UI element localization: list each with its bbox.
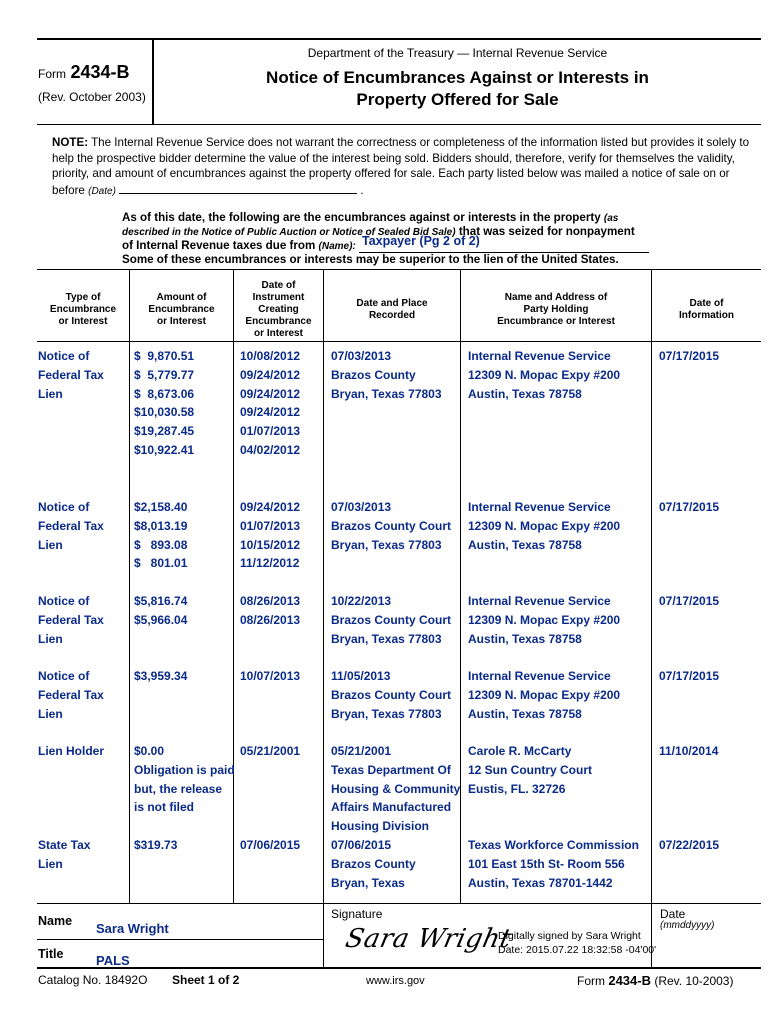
holder-cell[interactable]: Internal Revenue Service bbox=[468, 669, 611, 683]
recorded-cell[interactable]: Brazos County Court bbox=[331, 518, 451, 533]
note-before: before bbox=[52, 183, 85, 197]
amount-cell[interactable]: $ 8,673.06 bbox=[134, 386, 195, 401]
type-cell[interactable]: Notice of bbox=[38, 669, 90, 683]
note-line-3: priority, and amount of encumbrances against the property offered for sale. Each party listed below was mailed a notice of sale on or bbox=[52, 167, 730, 180]
statement-text-2: that was seized for nonpayment bbox=[458, 225, 635, 238]
header-amount-l2: Encumbrance bbox=[148, 304, 215, 315]
type-cell[interactable]: Federal Tax bbox=[38, 518, 104, 533]
header-date-info-l2: Information bbox=[679, 310, 734, 321]
holder-cell[interactable]: Internal Revenue Service bbox=[468, 349, 611, 363]
note-text-1: The Internal Revenue Service does not warrant the correctness or completeness of the information listed but provides it solely to bbox=[91, 136, 750, 149]
header-name-address-l1: Name and Address of bbox=[504, 292, 608, 303]
date-instrument-cell[interactable]: 05/21/2001 bbox=[240, 744, 301, 758]
type-cell[interactable]: Federal Tax bbox=[38, 367, 104, 382]
amount-cell[interactable]: $10,030.58 bbox=[134, 405, 195, 420]
date-info-cell[interactable]: 07/17/2015 bbox=[659, 594, 720, 608]
statement-name-label: (Name): bbox=[318, 241, 356, 252]
recorded-cell[interactable]: Bryan, Texas 77803 bbox=[331, 706, 442, 721]
date-instrument-cell[interactable]: 01/07/2013 bbox=[240, 518, 301, 533]
header-name-address bbox=[461, 292, 651, 328]
col-divider-5 bbox=[651, 270, 652, 903]
type-cell[interactable]: Lien Holder bbox=[38, 744, 105, 758]
form-number-value: 2434-B bbox=[70, 62, 130, 82]
digital-signature-line2: Date: 2015.07.22 18:32:58 -04'00' bbox=[498, 944, 657, 956]
amount-cell[interactable]: $3,959.34 bbox=[134, 669, 188, 683]
type-cell[interactable]: State Tax bbox=[38, 838, 91, 852]
type-cell[interactable]: Notice of bbox=[38, 349, 90, 363]
date-info-cell[interactable]: 11/10/2014 bbox=[659, 744, 719, 758]
header-date-place bbox=[324, 298, 460, 322]
date-instrument-cell[interactable]: 08/26/2013 bbox=[240, 594, 301, 608]
recorded-cell[interactable]: 05/21/2001 bbox=[331, 744, 392, 758]
handwritten-signature: Sara Wright bbox=[342, 924, 515, 954]
holder-cell[interactable]: 12309 N. Mopac Expy #200 bbox=[468, 687, 621, 702]
recorded-cell[interactable]: 10/22/2013 bbox=[331, 594, 392, 608]
name-value[interactable]: Sara Wright bbox=[96, 921, 169, 936]
holder-cell[interactable]: Austin, Texas 78701-1442 bbox=[468, 875, 613, 890]
holder-cell[interactable]: Eustis, FL. 32726 bbox=[468, 781, 566, 796]
header-date-instrument-l4: Encumbrance bbox=[245, 316, 312, 327]
recorded-cell[interactable]: Housing & Community bbox=[331, 781, 461, 796]
date-instrument-cell[interactable]: 09/24/2012 bbox=[240, 386, 301, 401]
header-date-instrument-l2: Instrument bbox=[252, 292, 305, 303]
date-instrument-cell[interactable]: 10/08/2012 bbox=[240, 349, 301, 363]
date-info-cell[interactable]: 07/17/2015 bbox=[659, 500, 720, 514]
amount-cell[interactable]: $ 9,870.51 bbox=[134, 349, 195, 363]
date-instrument-cell[interactable]: 09/24/2012 bbox=[240, 500, 301, 514]
signature-field[interactable] bbox=[330, 920, 657, 966]
amount-cell[interactable]: $ 5,779.77 bbox=[134, 367, 195, 382]
statement-line-4: Some of these encumbrances or interests may be superior to the lien of the United States. bbox=[122, 253, 619, 266]
form-number bbox=[38, 62, 130, 83]
header-date-place-l1: Date and Place bbox=[356, 298, 428, 309]
statement-described: described in the Notice of Public Auction or Notice of Sealed Bid Sale) bbox=[122, 227, 456, 238]
form-title-line1: Notice of Encumbrances Against or Interests in bbox=[266, 68, 649, 87]
type-cell[interactable]: Federal Tax bbox=[38, 612, 104, 627]
header-amount bbox=[130, 292, 233, 328]
amount-cell[interactable]: $10,922.41 bbox=[134, 443, 195, 457]
col-divider-2 bbox=[233, 270, 234, 903]
recorded-cell[interactable]: Brazos County bbox=[331, 856, 416, 871]
date-instrument-cell[interactable]: 09/24/2012 bbox=[240, 367, 301, 382]
holder-cell[interactable]: Carole R. McCarty bbox=[468, 744, 572, 758]
statement-line-1 bbox=[122, 211, 762, 225]
note-block bbox=[52, 135, 764, 199]
recorded-cell[interactable]: 07/03/2013 bbox=[331, 500, 392, 514]
taxpayer-name-field[interactable] bbox=[359, 234, 649, 253]
header-type bbox=[37, 292, 129, 328]
amount-cell[interactable]: Obligation is paid bbox=[134, 762, 235, 777]
type-cell[interactable]: Lien bbox=[38, 631, 63, 646]
type-cell[interactable]: Lien bbox=[38, 706, 63, 721]
header-date-instrument-l5: or Interest bbox=[254, 328, 303, 339]
recorded-cell[interactable]: Texas Department Of bbox=[331, 762, 451, 777]
table-top-rule bbox=[37, 269, 761, 270]
amount-cell[interactable]: $5,816.74 bbox=[134, 594, 188, 608]
table-header-rule bbox=[37, 341, 761, 342]
header-bottom-rule bbox=[37, 124, 761, 125]
type-cell[interactable]: Notice of bbox=[38, 594, 90, 608]
date-instrument-cell[interactable]: 10/15/2012 bbox=[240, 537, 301, 552]
amount-cell[interactable]: but, the release bbox=[134, 781, 223, 796]
note-label: NOTE: bbox=[52, 136, 89, 149]
recorded-cell[interactable]: Bryan, Texas 77803 bbox=[331, 386, 442, 401]
holder-cell[interactable]: Internal Revenue Service bbox=[468, 594, 611, 608]
col-divider-3 bbox=[323, 270, 324, 903]
note-line-2: help the prospective bidder determine the value of the interest being sold. Bidders should, therefore, verify for themselves the validity, bbox=[52, 151, 735, 165]
header-name-address-l3: Encumbrance or Interest bbox=[497, 316, 615, 327]
date-info-cell[interactable]: 07/22/2015 bbox=[659, 838, 720, 852]
digital-signature-line1: Digitally signed by Sara Wright bbox=[498, 930, 641, 942]
footer-form-number bbox=[577, 973, 733, 988]
footer-form-rev: (Rev. 10-2003) bbox=[654, 974, 734, 988]
col-divider-1 bbox=[129, 270, 130, 903]
note-period: . bbox=[360, 183, 364, 197]
recorded-cell[interactable]: 07/03/2013 bbox=[331, 349, 392, 363]
header-date-info-l1: Date of bbox=[689, 298, 724, 309]
note-line-1 bbox=[52, 135, 764, 151]
holder-cell[interactable]: Austin, Texas 78758 bbox=[468, 706, 582, 721]
type-cell[interactable]: Lien bbox=[38, 386, 63, 401]
recorded-cell[interactable]: 11/05/2013 bbox=[331, 669, 391, 683]
amount-cell[interactable]: $ 893.08 bbox=[134, 537, 188, 552]
statement-text-3: of Internal Revenue taxes due from bbox=[122, 239, 316, 252]
date-info-cell[interactable]: 07/17/2015 bbox=[659, 669, 720, 683]
recorded-cell[interactable]: Affairs Manufactured bbox=[331, 800, 452, 815]
irs-website[interactable]: www.irs.gov bbox=[366, 975, 425, 987]
holder-cell[interactable]: 12309 N. Mopac Expy #200 bbox=[468, 612, 621, 627]
footer-form-prefix: Form bbox=[577, 974, 605, 988]
date-instrument-cell[interactable]: 08/26/2013 bbox=[240, 612, 301, 627]
header-type-l2: Encumbrance bbox=[49, 304, 117, 315]
type-cell[interactable]: Notice of bbox=[38, 500, 90, 514]
name-row-rule bbox=[37, 939, 323, 940]
header-date-instrument bbox=[234, 280, 323, 340]
header-type-l3: or Interest bbox=[58, 316, 108, 327]
holder-cell[interactable]: 12309 N. Mopac Expy #200 bbox=[468, 518, 621, 533]
note-date-label: (Date) bbox=[88, 185, 116, 197]
date-instrument-cell[interactable]: 04/02/2012 bbox=[240, 443, 301, 457]
date-instrument-cell[interactable]: 01/07/2013 bbox=[240, 424, 301, 439]
department-line: Department of the Treasury — Internal Revenue Service bbox=[307, 46, 608, 60]
statement-as: (as bbox=[603, 213, 619, 224]
footer-form-value: 2434-B bbox=[608, 973, 651, 988]
catalog-number: Catalog No. 18492O bbox=[38, 973, 148, 987]
recorded-cell[interactable]: Bryan, Texas 77803 bbox=[331, 537, 442, 552]
title-value[interactable]: PALS bbox=[96, 953, 130, 968]
amount-cell[interactable]: $0.00 bbox=[134, 744, 165, 758]
form-prefix: Form bbox=[38, 67, 66, 81]
note-date-field[interactable] bbox=[119, 182, 357, 194]
holder-cell[interactable]: Texas Workforce Commission bbox=[468, 838, 639, 852]
amount-cell[interactable]: $5,966.04 bbox=[134, 612, 188, 627]
type-cell[interactable]: Federal Tax bbox=[38, 687, 104, 702]
header-amount-l1: Amount of bbox=[156, 292, 207, 303]
recorded-cell[interactable]: Bryan, Texas 77803 bbox=[331, 631, 442, 646]
statement-text-1: As of this date, the following are the encumbrances against or interests in the property bbox=[122, 211, 601, 224]
footer-top-rule bbox=[37, 967, 761, 969]
signature-label: Signature bbox=[331, 907, 383, 921]
date-format-hint: (mmddyyyy) bbox=[660, 920, 715, 931]
recorded-cell[interactable]: 07/06/2015 bbox=[331, 838, 392, 852]
taxpayer-name-value: Taxpayer (Pg 2 of 2) bbox=[361, 234, 480, 248]
amount-cell[interactable]: is not filed bbox=[134, 800, 194, 815]
recorded-cell[interactable]: Bryan, Texas bbox=[331, 875, 405, 890]
header-type-l1: Type of bbox=[65, 292, 101, 303]
type-cell[interactable]: Lien bbox=[38, 537, 63, 552]
recorded-cell[interactable]: Brazos County Court bbox=[331, 687, 451, 702]
amount-cell[interactable]: $319.73 bbox=[134, 838, 178, 852]
holder-cell[interactable]: Internal Revenue Service bbox=[468, 500, 611, 514]
note-line-4 bbox=[52, 182, 764, 200]
form-revision: (Rev. October 2003) bbox=[38, 90, 146, 104]
amount-cell[interactable]: $19,287.45 bbox=[134, 424, 195, 439]
table-bottom-rule bbox=[37, 903, 761, 904]
holder-cell[interactable]: 101 East 15th St- Room 556 bbox=[468, 856, 625, 871]
header-date-instrument-l1: Date of bbox=[261, 280, 296, 291]
sheet-number: Sheet 1 of 2 bbox=[172, 973, 240, 987]
recorded-cell[interactable]: Brazos County Court bbox=[331, 612, 451, 627]
statement-line-3 bbox=[122, 234, 762, 253]
top-rule bbox=[37, 38, 761, 40]
name-label: Name bbox=[38, 914, 73, 928]
header-date-place-l2: Recorded bbox=[368, 310, 416, 321]
holder-cell[interactable]: Austin, Texas 78758 bbox=[468, 631, 582, 646]
date-info-cell[interactable]: 07/17/2015 bbox=[659, 349, 720, 363]
sig-divider-1 bbox=[323, 904, 324, 967]
col-divider-4 bbox=[460, 270, 461, 903]
date-instrument-cell[interactable]: 11/12/2012 bbox=[240, 556, 300, 571]
header-date-info bbox=[652, 298, 761, 322]
date-instrument-cell[interactable]: 09/24/2012 bbox=[240, 405, 301, 420]
amount-cell[interactable]: $ 801.01 bbox=[134, 556, 188, 571]
title-label: Title bbox=[38, 947, 64, 961]
date-label: Date bbox=[660, 907, 686, 921]
holder-cell[interactable]: Austin, Texas 78758 bbox=[468, 537, 582, 552]
holder-cell[interactable]: 12309 N. Mopac Expy #200 bbox=[468, 367, 621, 382]
amount-cell[interactable]: $2,158.40 bbox=[134, 500, 188, 514]
header-amount-l3: or Interest bbox=[157, 316, 206, 327]
form-title-line2: Property Offered for Sale bbox=[356, 90, 559, 109]
header-date-instrument-l3: Creating bbox=[258, 304, 299, 315]
type-cell[interactable]: Lien bbox=[38, 856, 63, 871]
amount-cell[interactable]: $8,013.19 bbox=[134, 518, 188, 533]
statement-block bbox=[122, 211, 762, 266]
header-name-address-l2: Party Holding bbox=[523, 304, 589, 315]
recorded-cell[interactable]: Brazos County bbox=[331, 367, 416, 382]
holder-cell[interactable]: 12 Sun Country Court bbox=[468, 762, 593, 777]
date-instrument-cell[interactable]: 10/07/2013 bbox=[240, 669, 301, 683]
date-field[interactable] bbox=[656, 934, 758, 964]
recorded-cell[interactable]: Housing Division bbox=[331, 819, 430, 834]
holder-cell[interactable]: Austin, Texas 78758 bbox=[468, 386, 582, 401]
date-instrument-cell[interactable]: 07/06/2015 bbox=[240, 838, 301, 852]
sig-divider-2 bbox=[651, 904, 652, 967]
